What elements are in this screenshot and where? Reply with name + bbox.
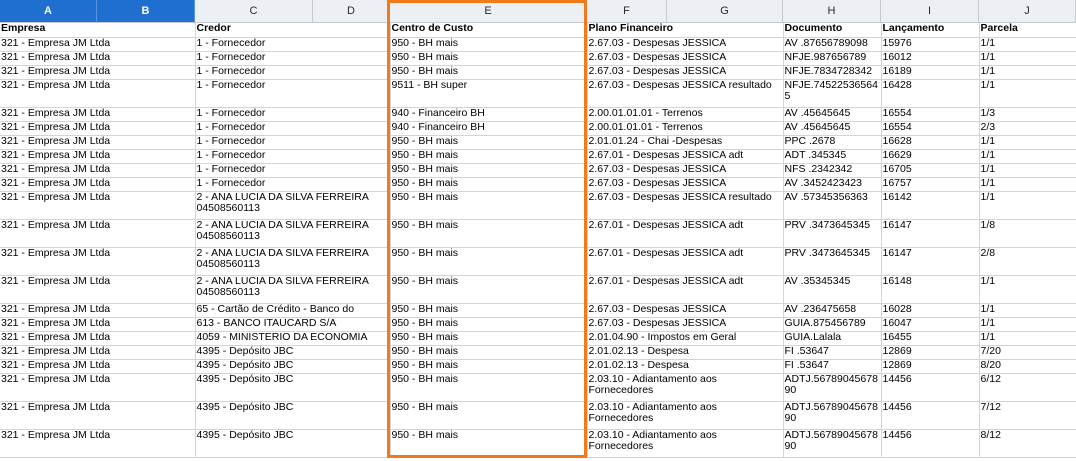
cell-text: AV .236475658 xyxy=(784,303,857,315)
cell-empresa[interactable]: 321 - Empresa JM Ltda xyxy=(0,121,195,135)
cell-credor[interactable]: 1 - Fornecedor xyxy=(195,79,390,107)
table-row xyxy=(0,275,1076,303)
header-row xyxy=(0,23,1076,37)
cell-parcela[interactable]: 2/3 xyxy=(979,121,1076,135)
cell-text: NFJE.745225365645 xyxy=(784,79,878,102)
cell-parcela[interactable]: 1/1 xyxy=(979,177,1076,191)
cell-documento[interactable] xyxy=(783,317,881,331)
cell-credor[interactable]: 1 - Fornecedor xyxy=(195,65,390,79)
cell-documento[interactable] xyxy=(783,219,881,247)
column-header-b[interactable]: B xyxy=(97,0,195,23)
cell-empresa[interactable]: 321 - Empresa JM Ltda xyxy=(0,317,195,331)
cell-parcela[interactable]: 1/1 xyxy=(979,51,1076,65)
cell-plano-financeiro[interactable]: 2.67.03 - Despesas JESSICA xyxy=(587,37,783,51)
header-lancamento[interactable]: Lançamento xyxy=(881,23,979,37)
table-row xyxy=(0,373,1076,401)
cell-credor[interactable]: 613 - BANCO ITAUCARD S/A xyxy=(195,317,390,331)
cell-empresa[interactable]: 321 - Empresa JM Ltda xyxy=(0,429,195,457)
cell-lancamento[interactable]: 16428 xyxy=(881,79,979,107)
cell-credor[interactable]: 4395 - Depósito JBC xyxy=(195,401,390,429)
cell-documento[interactable] xyxy=(783,135,881,149)
cell-lancamento[interactable]: 14456 xyxy=(881,401,979,429)
cell-centro-de-custo[interactable]: 950 - BH mais xyxy=(390,65,587,79)
cell-text: ADT .345345 xyxy=(784,149,847,161)
column-header-e[interactable]: E xyxy=(390,0,587,23)
cell-centro-de-custo[interactable]: 950 - BH mais xyxy=(390,177,587,191)
cell-empresa[interactable]: 321 - Empresa JM Ltda xyxy=(0,345,195,359)
cell-parcela[interactable]: 7/20 xyxy=(979,345,1076,359)
cell-plano-financeiro[interactable]: 2.67.03 - Despesas JESSICA xyxy=(587,177,783,191)
cell-empresa[interactable]: 321 - Empresa JM Ltda xyxy=(0,191,195,219)
column-header-i[interactable]: I xyxy=(881,0,979,23)
cell-credor[interactable]: 65 - Cartão de Crédito - Banco do xyxy=(195,303,390,317)
cell-centro-de-custo[interactable]: 950 - BH mais xyxy=(390,163,587,177)
table-row xyxy=(0,317,1076,331)
column-header-c[interactable]: C xyxy=(195,0,313,23)
cell-documento[interactable] xyxy=(783,121,881,135)
cell-plano-financeiro[interactable]: 2.67.03 - Despesas JESSICA xyxy=(587,317,783,331)
table-row xyxy=(0,345,1076,359)
cell-documento[interactable] xyxy=(783,303,881,317)
cell-text: NFJE.7834728342 xyxy=(784,65,873,77)
cell-plano-financeiro[interactable]: 2.03.10 - Adiantamento aos Fornecedores xyxy=(587,401,783,429)
header-empresa[interactable]: Empresa xyxy=(0,23,195,37)
cell-parcela[interactable]: 1/1 xyxy=(979,191,1076,219)
cell-text: ADTJ.5678904567890 xyxy=(784,429,878,452)
cell-lancamento[interactable]: 16628 xyxy=(881,135,979,149)
cell-credor[interactable]: 1 - Fornecedor xyxy=(195,51,390,65)
column-header-bar xyxy=(0,0,1076,23)
cell-credor[interactable]: 4395 - Depósito JBC xyxy=(195,359,390,373)
cell-parcela[interactable]: 8/20 xyxy=(979,359,1076,373)
cell-documento[interactable] xyxy=(783,191,881,219)
table-row xyxy=(0,135,1076,149)
cell-documento[interactable] xyxy=(783,401,881,429)
cell-centro-de-custo[interactable]: 940 - Financeiro BH xyxy=(390,107,587,121)
cell-centro-de-custo[interactable]: 950 - BH mais xyxy=(390,247,587,275)
cell-parcela[interactable]: 1/1 xyxy=(979,37,1076,51)
cell-empresa[interactable]: 321 - Empresa JM Ltda xyxy=(0,135,195,149)
table-row xyxy=(0,191,1076,219)
cell-empresa[interactable]: 321 - Empresa JM Ltda xyxy=(0,247,195,275)
cell-parcela[interactable]: 1/1 xyxy=(979,135,1076,149)
cell-lancamento[interactable]: 15976 xyxy=(881,37,979,51)
cell-text: PPC .2678 xyxy=(784,135,836,147)
cell-plano-financeiro[interactable]: 2.67.03 - Despesas JESSICA xyxy=(587,51,783,65)
cell-lancamento[interactable]: 14456 xyxy=(881,429,979,457)
cell-centro-de-custo[interactable]: 950 - BH mais xyxy=(390,331,587,345)
cell-plano-financeiro[interactable]: 2.67.01 - Despesas JESSICA adt xyxy=(587,275,783,303)
cell-documento[interactable] xyxy=(783,79,881,107)
table-row xyxy=(0,51,1076,65)
cell-centro-de-custo[interactable]: 950 - BH mais xyxy=(390,191,587,219)
cell-lancamento[interactable]: 16147 xyxy=(881,247,979,275)
cell-centro-de-custo[interactable]: 950 - BH mais xyxy=(390,401,587,429)
cell-lancamento[interactable]: 16147 xyxy=(881,219,979,247)
cell-plano-financeiro[interactable]: 2.67.01 - Despesas JESSICA adt xyxy=(587,247,783,275)
cell-plano-financeiro[interactable]: 2.01.02.13 - Despesa xyxy=(587,345,783,359)
cell-credor[interactable]: 4395 - Depósito JBC xyxy=(195,345,390,359)
cell-parcela[interactable]: 6/12 xyxy=(979,373,1076,401)
cell-parcela[interactable]: 1/1 xyxy=(979,149,1076,163)
cell-centro-de-custo[interactable]: 950 - BH mais xyxy=(390,51,587,65)
cell-plano-financeiro[interactable]: 2.01.02.13 - Despesa xyxy=(587,359,783,373)
cell-empresa[interactable]: 321 - Empresa JM Ltda xyxy=(0,303,195,317)
cell-centro-de-custo[interactable]: 9511 - BH super xyxy=(390,79,587,107)
cell-parcela[interactable]: 1/8 xyxy=(979,219,1076,247)
cell-documento[interactable] xyxy=(783,331,881,345)
cell-centro-de-custo[interactable]: 950 - BH mais xyxy=(390,135,587,149)
cell-documento[interactable] xyxy=(783,359,881,373)
cell-documento[interactable] xyxy=(783,163,881,177)
cell-empresa[interactable]: 321 - Empresa JM Ltda xyxy=(0,275,195,303)
cell-plano-financeiro[interactable]: 2.01.04.90 - Impostos em Geral xyxy=(587,331,783,345)
cell-documento[interactable] xyxy=(783,275,881,303)
cell-text: GUIA.Lalala xyxy=(784,331,842,343)
cell-parcela[interactable]: 1/1 xyxy=(979,317,1076,331)
cell-plano-financeiro[interactable]: 2.01.01.24 - Chai -Despesas xyxy=(587,135,783,149)
cell-text: AV .45645645 xyxy=(784,121,851,133)
cell-credor[interactable]: 2 - ANA LUCIA DA SILVA FERREIRA 04508560113 xyxy=(195,275,390,303)
cell-lancamento[interactable]: 16047 xyxy=(881,317,979,331)
table-row xyxy=(0,149,1076,163)
cell-plano-financeiro[interactable]: 2.67.03 - Despesas JESSICA xyxy=(587,65,783,79)
cell-credor[interactable]: 1 - Fornecedor xyxy=(195,135,390,149)
column-header-f[interactable]: F xyxy=(587,0,667,23)
cell-plano-financeiro[interactable]: 2.00.01.01.01 - Terrenos xyxy=(587,121,783,135)
cell-plano-financeiro[interactable]: 2.67.03 - Despesas JESSICA xyxy=(587,303,783,317)
cell-centro-de-custo[interactable]: 950 - BH mais xyxy=(390,359,587,373)
cell-plano-financeiro[interactable]: 2.67.03 - Despesas JESSICA resultado xyxy=(587,191,783,219)
cell-lancamento[interactable]: 16012 xyxy=(881,51,979,65)
cell-parcela[interactable]: 1/1 xyxy=(979,65,1076,79)
header-plano-financeiro[interactable]: Plano Financeiro xyxy=(587,23,783,37)
cell-credor[interactable]: 2 - ANA LUCIA DA SILVA FERREIRA 04508560113 xyxy=(195,247,390,275)
cell-documento[interactable] xyxy=(783,51,881,65)
cell-empresa[interactable]: 321 - Empresa JM Ltda xyxy=(0,107,195,121)
cell-text: FI .53647 xyxy=(784,345,829,357)
cell-documento[interactable] xyxy=(783,107,881,121)
cell-centro-de-custo[interactable]: 950 - BH mais xyxy=(390,219,587,247)
cell-plano-financeiro[interactable]: 2.67.01 - Despesas JESSICA adt xyxy=(587,219,783,247)
cell-text: AV .45645645 xyxy=(784,107,851,119)
cell-empresa[interactable]: 321 - Empresa JM Ltda xyxy=(0,65,195,79)
cell-lancamento[interactable]: 16757 xyxy=(881,177,979,191)
cell-documento[interactable] xyxy=(783,177,881,191)
cell-centro-de-custo[interactable]: 950 - BH mais xyxy=(390,303,587,317)
cell-credor[interactable]: 2 - ANA LUCIA DA SILVA FERREIRA 04508560113 xyxy=(195,191,390,219)
table-row xyxy=(0,429,1076,457)
cell-centro-de-custo[interactable]: 950 - BH mais xyxy=(390,429,587,457)
cell-credor[interactable]: 4395 - Depósito JBC xyxy=(195,373,390,401)
cell-documento[interactable] xyxy=(783,247,881,275)
table-row xyxy=(0,303,1076,317)
cell-plano-financeiro[interactable]: 2.67.01 - Despesas JESSICA adt xyxy=(587,149,783,163)
cell-centro-de-custo[interactable]: 940 - Financeiro BH xyxy=(390,121,587,135)
cell-plano-financeiro[interactable]: 2.03.10 - Adiantamento aos Fornecedores xyxy=(587,373,783,401)
cell-text: AV .57345356363 xyxy=(784,191,868,203)
cell-centro-de-custo[interactable]: 950 - BH mais xyxy=(390,317,587,331)
cell-documento[interactable] xyxy=(783,373,881,401)
cell-lancamento[interactable]: 16554 xyxy=(881,121,979,135)
cell-credor[interactable]: 1 - Fornecedor xyxy=(195,37,390,51)
cell-text: ADTJ.5678904567890 xyxy=(784,401,878,424)
table-row xyxy=(0,65,1076,79)
cell-parcela[interactable]: 7/12 xyxy=(979,401,1076,429)
cell-documento[interactable] xyxy=(783,65,881,79)
cell-plano-financeiro[interactable]: 2.00.01.01.01 - Terrenos xyxy=(587,107,783,121)
cell-parcela[interactable]: 1/1 xyxy=(979,79,1076,107)
cell-lancamento[interactable]: 14456 xyxy=(881,373,979,401)
cell-empresa[interactable]: 321 - Empresa JM Ltda xyxy=(0,37,195,51)
cell-lancamento[interactable]: 12869 xyxy=(881,359,979,373)
cell-centro-de-custo[interactable]: 950 - BH mais xyxy=(390,37,587,51)
cell-documento[interactable] xyxy=(783,149,881,163)
table-row xyxy=(0,163,1076,177)
cell-credor[interactable]: 1 - Fornecedor xyxy=(195,121,390,135)
column-header-a[interactable]: A xyxy=(0,0,97,23)
cell-text: GUIA.875456789 xyxy=(784,317,866,329)
table-row xyxy=(0,219,1076,247)
cell-credor[interactable]: 4059 - MINISTERIO DA ECONOMIA xyxy=(195,331,390,345)
cell-empresa[interactable]: 321 - Empresa JM Ltda xyxy=(0,79,195,107)
table-row xyxy=(0,79,1076,107)
cell-empresa[interactable]: 321 - Empresa JM Ltda xyxy=(0,359,195,373)
cell-centro-de-custo[interactable]: 950 - BH mais xyxy=(390,149,587,163)
cell-centro-de-custo[interactable]: 950 - BH mais xyxy=(390,373,587,401)
cell-lancamento[interactable]: 16455 xyxy=(881,331,979,345)
cell-documento[interactable] xyxy=(783,37,881,51)
cell-text: NFS .2342342 xyxy=(784,163,853,175)
header-documento[interactable]: Documento xyxy=(783,23,881,37)
cell-lancamento[interactable]: 16629 xyxy=(881,149,979,163)
cell-text: AV .35345345 xyxy=(784,275,851,287)
cell-credor[interactable]: 1 - Fornecedor xyxy=(195,107,390,121)
cell-empresa[interactable]: 321 - Empresa JM Ltda xyxy=(0,149,195,163)
cell-plano-financeiro[interactable]: 2.67.03 - Despesas JESSICA resultado xyxy=(587,79,783,107)
cell-credor[interactable]: 1 - Fornecedor xyxy=(195,163,390,177)
cell-lancamento[interactable]: 16142 xyxy=(881,191,979,219)
cell-parcela[interactable]: 1/1 xyxy=(979,275,1076,303)
table-row xyxy=(0,359,1076,373)
cell-empresa[interactable]: 321 - Empresa JM Ltda xyxy=(0,219,195,247)
table-row xyxy=(0,177,1076,191)
header-credor[interactable]: Credor xyxy=(195,23,390,37)
cell-empresa[interactable]: 321 - Empresa JM Ltda xyxy=(0,163,195,177)
cell-empresa[interactable]: 321 - Empresa JM Ltda xyxy=(0,51,195,65)
cell-lancamento[interactable]: 16189 xyxy=(881,65,979,79)
cell-parcela[interactable]: 1/3 xyxy=(979,107,1076,121)
cell-parcela[interactable]: 1/1 xyxy=(979,331,1076,345)
cell-documento[interactable] xyxy=(783,345,881,359)
cell-text: ADTJ.5678904567890 xyxy=(784,373,878,396)
column-header-h[interactable]: H xyxy=(783,0,881,23)
table-row xyxy=(0,247,1076,275)
cell-credor[interactable]: 1 - Fornecedor xyxy=(195,149,390,163)
spreadsheet-grid xyxy=(0,23,1076,458)
cell-text: NFJE.987656789 xyxy=(784,51,867,63)
cell-empresa[interactable]: 321 - Empresa JM Ltda xyxy=(0,401,195,429)
column-header-g[interactable]: G xyxy=(667,0,783,23)
column-header-j[interactable]: J xyxy=(979,0,1076,23)
cell-plano-financeiro[interactable]: 2.03.10 - Adiantamento aos Fornecedores xyxy=(587,429,783,457)
table-row xyxy=(0,107,1076,121)
table-row xyxy=(0,121,1076,135)
cell-parcela[interactable]: 2/8 xyxy=(979,247,1076,275)
cell-text: PRV .3473645345 xyxy=(784,219,871,231)
cell-parcela[interactable]: 1/1 xyxy=(979,163,1076,177)
cell-credor[interactable]: 1 - Fornecedor xyxy=(195,177,390,191)
cell-centro-de-custo[interactable]: 950 - BH mais xyxy=(390,275,587,303)
cell-lancamento[interactable]: 12869 xyxy=(881,345,979,359)
cell-empresa[interactable]: 321 - Empresa JM Ltda xyxy=(0,373,195,401)
cell-text: PRV .3473645345 xyxy=(784,247,871,259)
cell-lancamento[interactable]: 16028 xyxy=(881,303,979,317)
cell-text: FI .53647 xyxy=(784,359,829,371)
cell-empresa[interactable]: 321 - Empresa JM Ltda xyxy=(0,177,195,191)
cell-parcela[interactable]: 1/1 xyxy=(979,303,1076,317)
cell-lancamento[interactable]: 16554 xyxy=(881,107,979,121)
table-row xyxy=(0,37,1076,51)
table-row xyxy=(0,401,1076,429)
cell-plano-financeiro[interactable]: 2.67.03 - Despesas JESSICA xyxy=(587,163,783,177)
cell-lancamento[interactable]: 16148 xyxy=(881,275,979,303)
cell-lancamento[interactable]: 16705 xyxy=(881,163,979,177)
column-header-d[interactable]: D xyxy=(313,0,390,23)
cell-text: AV .87656789098 xyxy=(784,37,868,49)
cell-documento[interactable] xyxy=(783,429,881,457)
cell-credor[interactable]: 2 - ANA LUCIA DA SILVA FERREIRA 04508560113 xyxy=(195,219,390,247)
header-centro-de-custo[interactable]: Centro de Custo xyxy=(390,23,587,37)
table-row xyxy=(0,331,1076,345)
cell-centro-de-custo[interactable]: 950 - BH mais xyxy=(390,345,587,359)
header-parcela[interactable]: Parcela xyxy=(979,23,1076,37)
cell-parcela[interactable]: 8/12 xyxy=(979,429,1076,457)
cell-text: AV .3452423423 xyxy=(784,177,862,189)
cell-credor[interactable]: 4395 - Depósito JBC xyxy=(195,429,390,457)
cell-empresa[interactable]: 321 - Empresa JM Ltda xyxy=(0,331,195,345)
